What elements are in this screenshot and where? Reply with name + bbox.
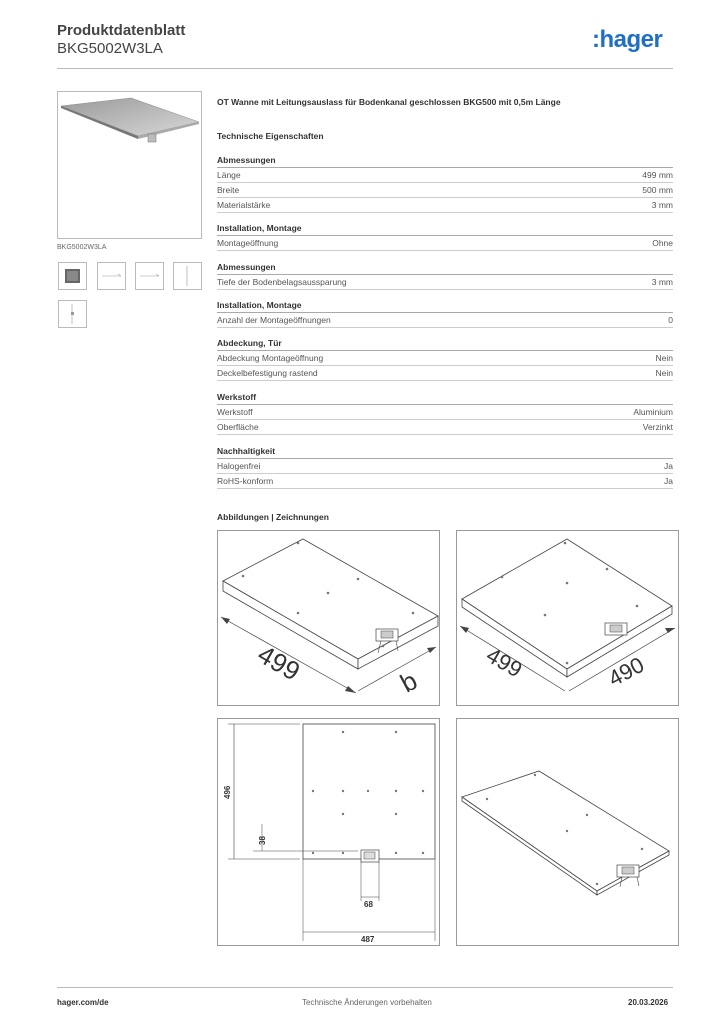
property-row: Materialstärke 3 mm — [217, 198, 673, 213]
property-row: Montageöffnung Ohne — [217, 236, 673, 251]
hager-logo: :hager — [592, 26, 663, 53]
figure-isometric-view — [456, 718, 679, 946]
property-row: Deckelbefestigung rastend Nein — [217, 366, 673, 381]
section-werkstoff — [217, 392, 673, 435]
section-title: Nachhaltigkeit — [217, 446, 673, 459]
property-row: Tiefe der Bodenbelagsaussparung 3 mm — [217, 275, 673, 290]
fig1-width-label: b — [395, 665, 423, 699]
property-row: Anzahl der Montageöffnungen 0 — [217, 313, 673, 328]
property-row: Halogenfrei Ja — [217, 459, 673, 474]
figure-plan-drawing — [217, 718, 440, 946]
fig2-length-label: 499 — [482, 642, 527, 683]
section-title: Installation, Montage — [217, 223, 673, 236]
section-nachhaltigkeit — [217, 446, 673, 489]
thumbnail-drawing-1[interactable] — [97, 262, 126, 290]
footer-date: 20.03.2026 — [628, 998, 669, 1007]
product-description: OT Wanne mit Leitungsauslass für Bodenkanal geschlossen BKG500 mit 0,5m Länge — [217, 97, 561, 107]
section-installation — [217, 223, 673, 251]
figure-dimension-drawing-2 — [456, 530, 679, 706]
thumbnail-drawing-2[interactable] — [135, 262, 164, 290]
section-title: Abdeckung, Tür — [217, 338, 673, 351]
fig1-length-label: 499 — [252, 638, 306, 687]
product-image-label: BKG5002W3LA — [57, 244, 107, 251]
fig3-outlet-label: 68 — [364, 900, 373, 909]
fig2-width-label: 490 — [604, 651, 649, 692]
fig3-height-label: 496 — [223, 785, 232, 799]
property-row: Länge 499 mm — [217, 168, 673, 183]
thumbnail-drawing-3[interactable] — [173, 262, 202, 290]
thumbnail-photo[interactable] — [58, 262, 87, 290]
article-number: BKG5002W3LA — [57, 40, 163, 57]
property-row: Abdeckung Montageöffnung Nein — [217, 351, 673, 366]
property-row: Oberfläche Verzinkt — [217, 420, 673, 435]
property-row: Breite 500 mm — [217, 183, 673, 198]
header-divider — [57, 68, 673, 69]
thumbnail-drawing-4[interactable] — [58, 300, 87, 328]
product-image — [57, 91, 202, 239]
footer-website[interactable]: hager.com/de — [57, 998, 109, 1007]
section-title: Installation, Montage — [217, 300, 673, 313]
section-installation-2 — [217, 300, 673, 328]
section-abdeckung — [217, 338, 673, 381]
property-row: Werkstoff Aluminium — [217, 405, 673, 420]
page-title: Produktdatenblatt — [57, 22, 186, 39]
property-row: RoHS-konform Ja — [217, 474, 673, 489]
footer-divider — [57, 987, 673, 988]
section-title: Abmessungen — [217, 262, 673, 275]
section-title: Werkstoff — [217, 392, 673, 405]
footer-notice: Technische Änderungen vorbehalten — [302, 998, 432, 1007]
section-title: Abmessungen — [217, 155, 673, 168]
figures-heading: Abbildungen | Zeichnungen — [217, 512, 329, 522]
section-abmessungen — [217, 155, 673, 213]
fig3-offset-label: 38 — [258, 836, 267, 845]
figure-dimension-drawing-1 — [217, 530, 440, 706]
fig3-width-label: 487 — [361, 935, 375, 944]
section-abmessungen-2 — [217, 262, 673, 290]
properties-heading: Technische Eigenschaften — [217, 131, 324, 141]
